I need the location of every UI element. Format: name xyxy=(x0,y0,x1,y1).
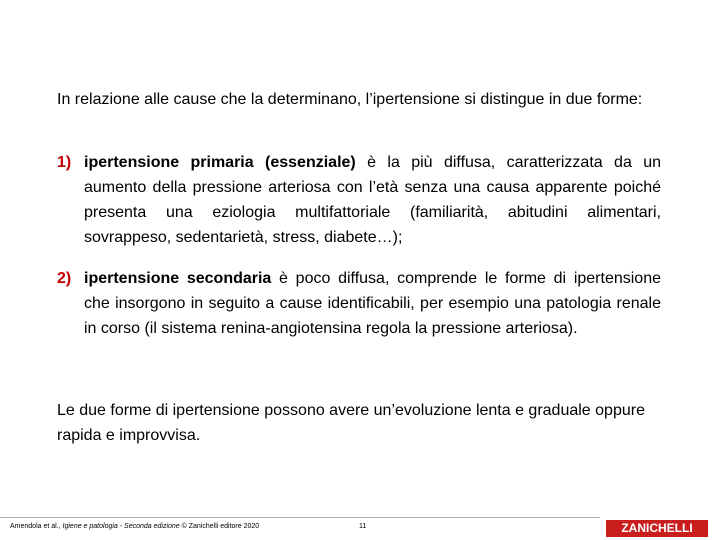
list-item-term: ipertensione secondaria xyxy=(84,270,272,287)
list-item-term: ipertensione primaria (essenziale) xyxy=(84,154,356,171)
publisher-logo: ZANICHELLI xyxy=(606,520,708,537)
list-item-number: 1) xyxy=(57,154,72,171)
list-item-body xyxy=(84,266,661,341)
list-item-number: 2) xyxy=(57,270,72,287)
footer-citation xyxy=(10,523,259,530)
footer-book-title: Igiene e patologia - Seconda edizione xyxy=(62,523,180,530)
footer-authors: Amendola et al., xyxy=(10,523,63,530)
intro-paragraph: In relazione alle cause che la determinano, l’ipertensione si distingue in due forme: xyxy=(57,91,643,108)
list-item-text: è la più diffusa, caratterizzata da un aumento della pressione arteriosa con l’età senza una causa apparente poiché presenta una eziologia multifattoriale (familiarità, abitudini alimentari, sovrappeso, sedentarietà, stress, diabete…); xyxy=(84,154,662,246)
list-item xyxy=(57,266,661,341)
footer-publisher: © Zanichelli editore 2020 xyxy=(179,523,260,530)
list-item-text: è poco diffusa, comprende le forme di ipertensione che insorgono in seguito a cause identificabili, per esempio una patologia renale in corso (il sistema renina-angiotensina regola la pressione arteriosa). xyxy=(84,270,662,337)
outro-paragraph: Le due forme di ipertensione possono avere un’evoluzione lenta e graduale oppure rapida e improvvisa. xyxy=(57,402,645,444)
list-item xyxy=(57,150,661,250)
list-item-body xyxy=(84,150,661,250)
footer-divider xyxy=(0,517,600,518)
page-number: 11 xyxy=(359,523,367,530)
